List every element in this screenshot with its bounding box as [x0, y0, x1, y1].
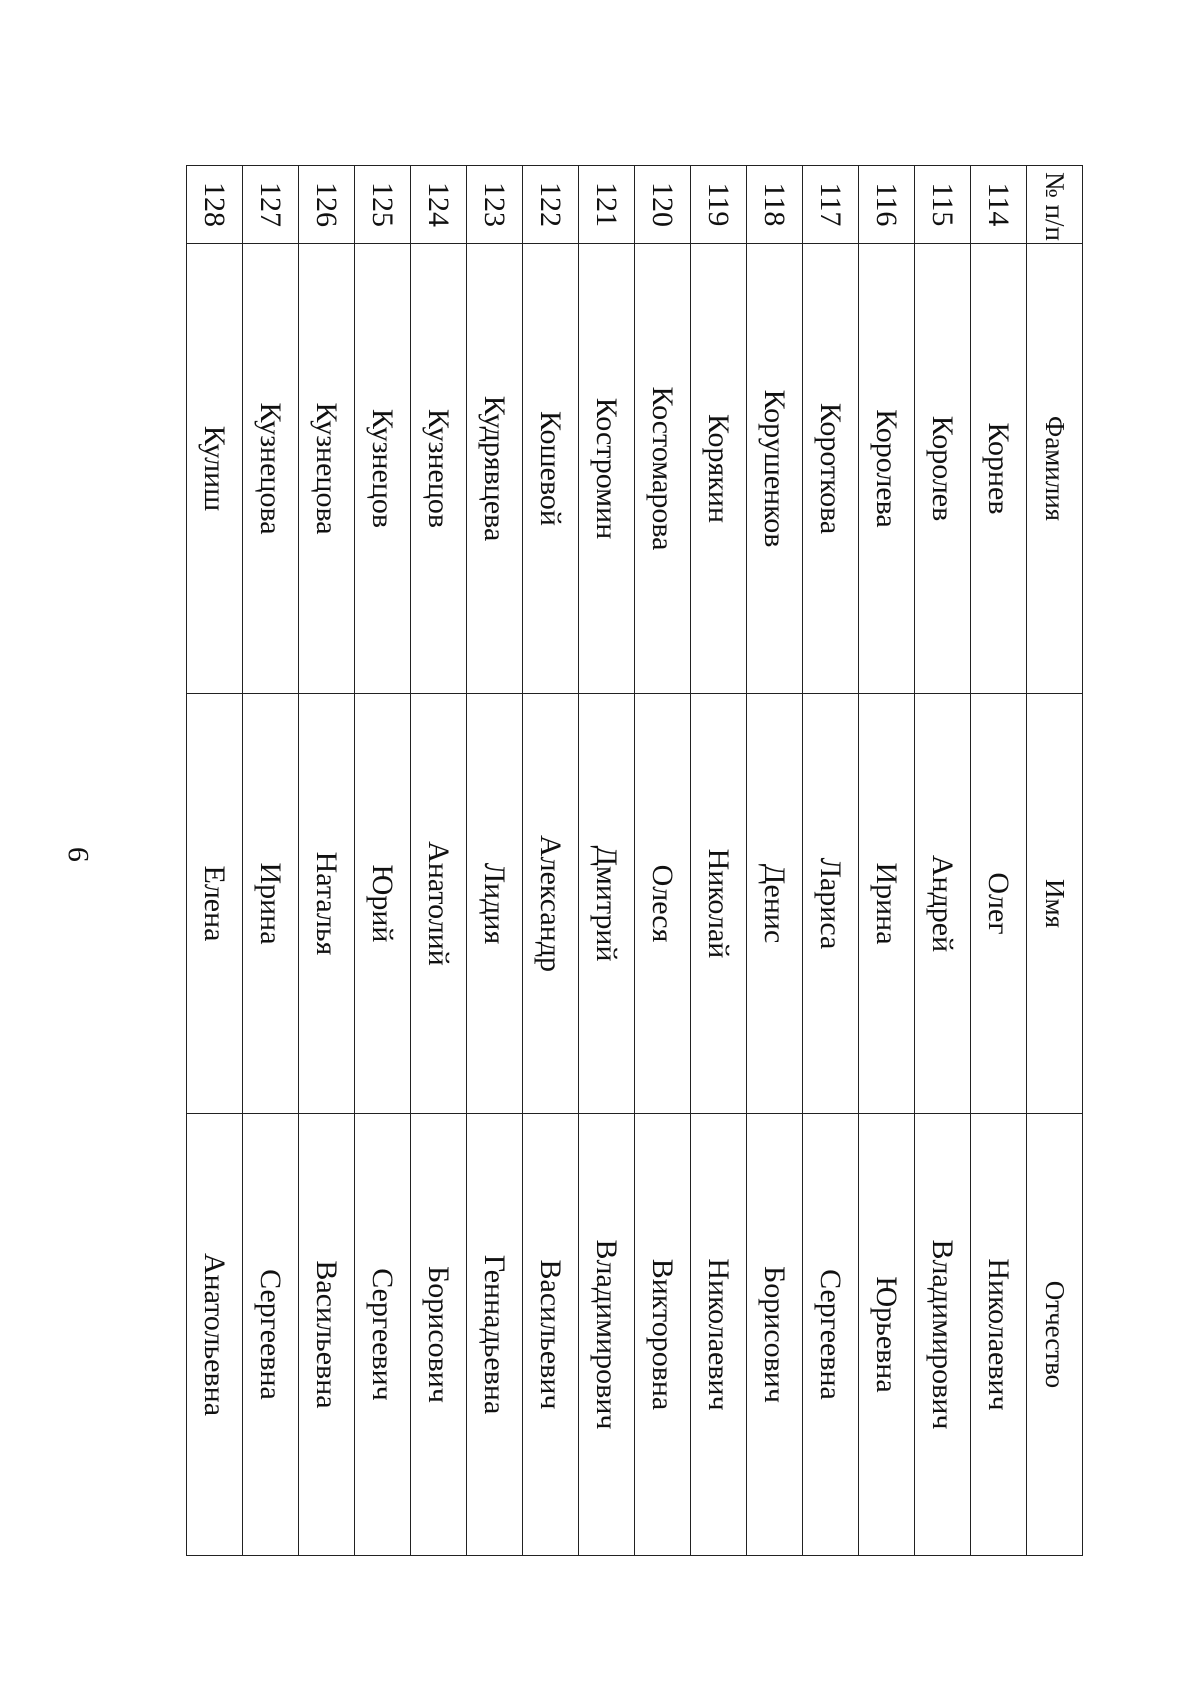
table-row [915, 166, 971, 1556]
cell-last-name: Кузнецов [355, 244, 411, 694]
table-row [803, 166, 859, 1556]
cell-last-name: Кошевой [523, 244, 579, 694]
cell-first-name: Олег [971, 694, 1027, 1114]
cell-last-name: Корушенков [747, 244, 803, 694]
cell-number: 116 [859, 166, 915, 244]
cell-patronymic: Викторовна [635, 1114, 691, 1556]
cell-last-name: Костомарова [635, 244, 691, 694]
cell-first-name: Лидия [467, 694, 523, 1114]
cell-patronymic: Борисович [747, 1114, 803, 1556]
table-row [523, 166, 579, 1556]
cell-first-name: Елена [187, 694, 243, 1114]
cell-last-name: Кузнецов [411, 244, 467, 694]
header-number: № п/п [1027, 166, 1083, 244]
header-patronymic: Отчество [1027, 1114, 1083, 1556]
cell-first-name: Александр [523, 694, 579, 1114]
cell-number: 114 [971, 166, 1027, 244]
page-number: 9 [62, 847, 95, 862]
cell-first-name: Ирина [243, 694, 299, 1114]
table-row [691, 166, 747, 1556]
table-body [187, 166, 1027, 1556]
table-row [579, 166, 635, 1556]
cell-patronymic: Геннадьевна [467, 1114, 523, 1556]
table-row [299, 166, 355, 1556]
cell-number: 120 [635, 166, 691, 244]
cell-first-name: Наталья [299, 694, 355, 1114]
cell-number: 117 [803, 166, 859, 244]
cell-number: 123 [467, 166, 523, 244]
names-table-container [186, 165, 1083, 1556]
header-last-name: Фамилия [1027, 244, 1083, 694]
names-table [186, 165, 1083, 1556]
cell-number: 118 [747, 166, 803, 244]
cell-patronymic: Васильевич [523, 1114, 579, 1556]
table-row [859, 166, 915, 1556]
cell-patronymic: Сергеевна [803, 1114, 859, 1556]
cell-patronymic: Сергеевна [243, 1114, 299, 1556]
cell-number: 115 [915, 166, 971, 244]
cell-first-name: Николай [691, 694, 747, 1114]
table-row [467, 166, 523, 1556]
cell-first-name: Ирина [859, 694, 915, 1114]
cell-last-name: Корнев [971, 244, 1027, 694]
cell-number: 128 [187, 166, 243, 244]
cell-last-name: Костромин [579, 244, 635, 694]
table-row [747, 166, 803, 1556]
table-row [243, 166, 299, 1556]
cell-last-name: Кузнецова [299, 244, 355, 694]
cell-last-name: Королева [859, 244, 915, 694]
cell-number: 125 [355, 166, 411, 244]
cell-first-name: Лариса [803, 694, 859, 1114]
table-row [411, 166, 467, 1556]
cell-patronymic: Владимирович [579, 1114, 635, 1556]
cell-patronymic: Владимирович [915, 1114, 971, 1556]
table-header-row [1027, 166, 1083, 1556]
cell-patronymic: Борисович [411, 1114, 467, 1556]
table-row [355, 166, 411, 1556]
cell-patronymic: Юрьевна [859, 1114, 915, 1556]
cell-first-name: Денис [747, 694, 803, 1114]
cell-number: 124 [411, 166, 467, 244]
cell-last-name: Королев [915, 244, 971, 694]
cell-number: 122 [523, 166, 579, 244]
cell-first-name: Дмитрий [579, 694, 635, 1114]
cell-last-name: Кудрявцева [467, 244, 523, 694]
cell-last-name: Короткова [803, 244, 859, 694]
cell-first-name: Андрей [915, 694, 971, 1114]
table-row [187, 166, 243, 1556]
cell-patronymic: Васильевна [299, 1114, 355, 1556]
cell-number: 126 [299, 166, 355, 244]
cell-patronymic: Николаевич [691, 1114, 747, 1556]
header-first-name: Имя [1027, 694, 1083, 1114]
cell-patronymic: Сергеевич [355, 1114, 411, 1556]
table-row [971, 166, 1027, 1556]
cell-first-name: Олеся [635, 694, 691, 1114]
cell-last-name: Кузнецова [243, 244, 299, 694]
cell-number: 119 [691, 166, 747, 244]
table-row [635, 166, 691, 1556]
cell-patronymic: Николаевич [971, 1114, 1027, 1556]
cell-first-name: Юрий [355, 694, 411, 1114]
cell-last-name: Корякин [691, 244, 747, 694]
cell-number: 127 [243, 166, 299, 244]
cell-last-name: Кулиш [187, 244, 243, 694]
cell-number: 121 [579, 166, 635, 244]
cell-first-name: Анатолий [411, 694, 467, 1114]
cell-patronymic: Анатольевна [187, 1114, 243, 1556]
